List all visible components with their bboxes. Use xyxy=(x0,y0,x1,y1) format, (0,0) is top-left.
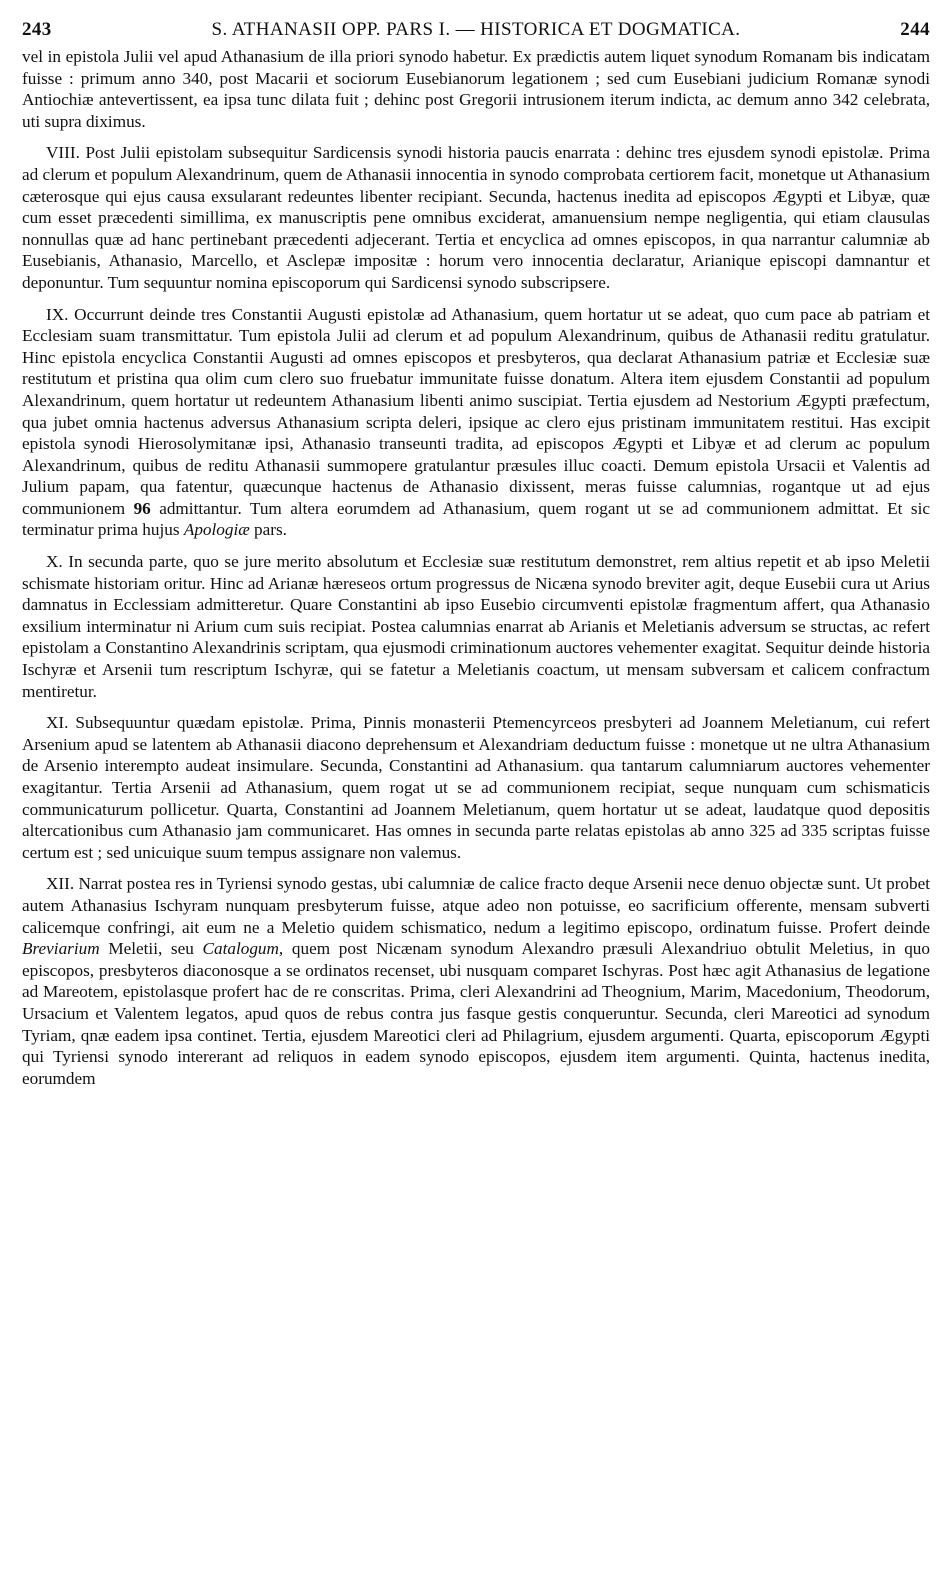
paragraph-text: pars. xyxy=(254,520,287,540)
paragraph-xii xyxy=(22,873,930,1089)
paragraph-text: admittantur. Tum altera eorumdem ad Athanasium, quem rogant ut se ad communionem admittat. Et sic terminatur prima hujus xyxy=(22,498,931,540)
paragraph-text: Meletii, seu xyxy=(108,939,194,959)
body-text xyxy=(22,46,930,1089)
paragraph-viii xyxy=(22,142,930,293)
running-title: S. ATHANASII OPP. PARS I. — HISTORICA ET DOGMATICA. xyxy=(211,19,741,40)
paragraph-number: XI. xyxy=(46,713,69,733)
page-number-right: 244 xyxy=(900,19,930,40)
running-head xyxy=(22,18,930,44)
paragraph-text: Post Julii epistolam subsequitur Sardicensis synodi historia paucis enarrata : dehinc tres ejusdem synodi epistolæ. Prima ad clerum et populum Alexandrinum, quem de Athanasii innocentia in synodo comprobata certiorem facit, monetque ut Athanasium cæterosque qui ejus causa exsularant redeuntes libenter recipiant. Secunda, hactenus inedita ad episcopos Ægypti et Libyæ, quæ cum esset præcedenti simillima, ex manuscriptis pene omnibus exciderat, amanuensium nempe negligentia, qui etiam clausulas nonnullas quæ ad hanc pertinebant præcedenti adjecerant. Tertia et encyclica ad omnes episcopos, in qua narrantur calumniæ ab Eusebianis, Athanasio, Marcello, et Asclepæ impositæ : horum vero innocentia declaratur, Arianique episcopi damnantur et deponuntur. Tum sequuntur nomina episcoporum qui Sardicensi synodo subscripsere. xyxy=(22,143,930,292)
paragraph-text: vel in epistola Julii vel apud Athanasium de illa priori synodo habetur. Ex prædictis autem liquet synodum Romanam bis indicatam fuisse : primum anno 340, post Macarii et sociorum Eusebianorum legationem ; sed cum Eusebiani judicium Romanæ synodi Antiochiæ antevertissent, ea ipsa tunc dilata fuit ; dehinc post Gregorii intrusionem iterum indicta, ac demum anno 342 celebrata, uti supra diximus. xyxy=(22,47,930,131)
paragraph-ix xyxy=(22,304,930,542)
paragraph-text: In secunda parte, quo se jure merito absolutum et Ecclesiæ suæ restitutum demonstret, rem altius repetit et ab ipso Meletii schismate historiam oritur. Hinc ad Arianæ hæreseos ortum progressus de Nicæna synodo breviter agit, deque Eusebii cura ut Arius damnatus in Ecclessiam admitteretur. Quare Constantini ab ipso Eusebio circumventi epistolæ fragmentum affert, qua Athanasio exsilium interminatur ni Arium cum suis recipiat. Postea calumnias enarrat ab Arianis et Meletianis adversum se structas, ac refert epistolam a Constantino Alexandrinis scriptam, qua ejusmodi criminationum auctores vehementer exagitat. Sequitur deinde historia Ischyræ et Arsenii tum rescriptum Ischyræ, qui se fatetur a Meletianis coactum, ut mensam subversam et calicem confractum mentiretur. xyxy=(22,552,930,701)
paragraph-text: Occurrunt deinde tres Constantii Augusti epistolæ ad Athanasium, quem hortatur ut se adeat, quo cum pace ab patriam et Ecclesiam suam transmittatur. Tum epistola Julii ad clerum et ad populum Alexandrinum, quibus de Athanasii reditu gratulatur. Hinc epistola encyclica Constantii Augusti ad omnes episcopos et presbyteros, qua declarat Athanasium patriæ et Ecclesiæ suæ restitutum et pristina qua olim cum clero suo fruebatur immunitate fuisse donatum. Altera item ejusdem Constantii ad populum Alexandrinum, quem hortatur ut redeuntem Athanasium libenti animo suscipiat. Tertia ejusdem ad Nestorium Ægypti præfectum, qua jubet omnia hactenus adversus Athanasium scripta deleri, ipsique ac clero ejus pristinam immunitatem restitui. Has excipit epistola synodi Hierosolymitanæ ipsi, Athanasio transeunti tradita, ad episcopos Ægypti et Libyæ et ad clerum ac populum Alexandrinum, quibus de reditu Athanasii summopere gratulantur præsules illuc coacti. Demum epistola Ursacii et Valentis ad Julium papam, qua fatentur, quæcunque hactenus de Athanasio dixissent, meras fuisse calumnias, rogantque ut ad ejus communionem xyxy=(22,304,931,518)
paragraph-x xyxy=(22,551,930,702)
paragraph-text: Subsequuntur quædam epistolæ. Prima, Pinnis monasterii Ptemencyrceos presbyteri ad Joannem Meletianum, cui refert Arsenium apud se latentem ab Athanasii diacono deprehensum et Alexandriam deductum fuisse : monetque ut ne ultra Athanasium de Arsenio interempto audeat insimulare. Secunda, Constantini ad Athanasium. qua tantarum calumniarum auctores vehementer exagitantur. Tertia Arsenii ad Athanasium, quem rogat ut se ad communionem recipiat, seque nunquam cum schismaticis communicaturum pollicetur. Quarta, Constantini ad Joannem Meletianum, quem hortatur ut se adeat, laudatque quod depositis altercationibus cum Athanasio jam communicaret. Has omnes in secunda parte relatas epistolas ab anno 325 ad 335 scriptas fuisse certum est ; sed unicuique suum tempus assignare non valemus. xyxy=(22,713,931,862)
paragraph-number: X. xyxy=(46,552,63,572)
paragraph-number: VIII. xyxy=(46,143,80,163)
italic-title: Apologiæ xyxy=(183,520,250,540)
paragraph-number: XII. xyxy=(46,874,75,894)
italic-title: Catalogum, xyxy=(202,939,284,959)
paragraph-continuation xyxy=(22,46,930,132)
column-reference-number: 96 xyxy=(133,498,151,518)
page-number-left: 243 xyxy=(22,19,52,40)
paragraph-text: Narrat postea res in Tyriensi synodo gestas, ubi calumniæ de calice fracto deque Arsenii nece denuo objectæ sunt. Ut probet autem Athanasius Ischyram nunquam presbyterum fuisse, atque adeo non potuisse, eo sacrificium offerente, mensam subverti calicemque confringi, ait eum ne a Meletio quidem schismatico, nedum a legitimo episcopo, ordinatum fuisse. Profert deinde xyxy=(22,874,931,937)
paragraph-xi xyxy=(22,712,930,863)
page xyxy=(22,18,930,1089)
paragraph-text: quem post Nicænam synodum Alexandro præsuli Alexandriuo obtulit Meletius, in quo episcopos, presbyteros diaconosque a se ordinatos recenset, ubi nusquam comparet Ischyras. Post hæc agit Athanasius de legatione ad Mareotem, epistolasque profert hac de re conscritas. Prima, cleri Alexandrini ad Theognium, Marim, Macedonium, Theodorum, Ursacium et Valentem legatos, apud quos de rebus contra jus fasque gestis conqueruntur. Secunda, cleri Mareotici ad synodum Tyriam, qnæ eadem ipsa continet. Tertia, ejusdem Mareotici cleri ad Philagrium, ejusdem argumenti. Quarta, episcoporum Ægypti qui Tyriensi synodo intererant ad reliquos in eadem synodo episcopos, ejusdem item argumenti. Quinta, hactenus inedita, eorumdem xyxy=(22,939,930,1088)
paragraph-number: IX. xyxy=(46,304,69,324)
italic-title: Breviarium xyxy=(22,939,100,959)
